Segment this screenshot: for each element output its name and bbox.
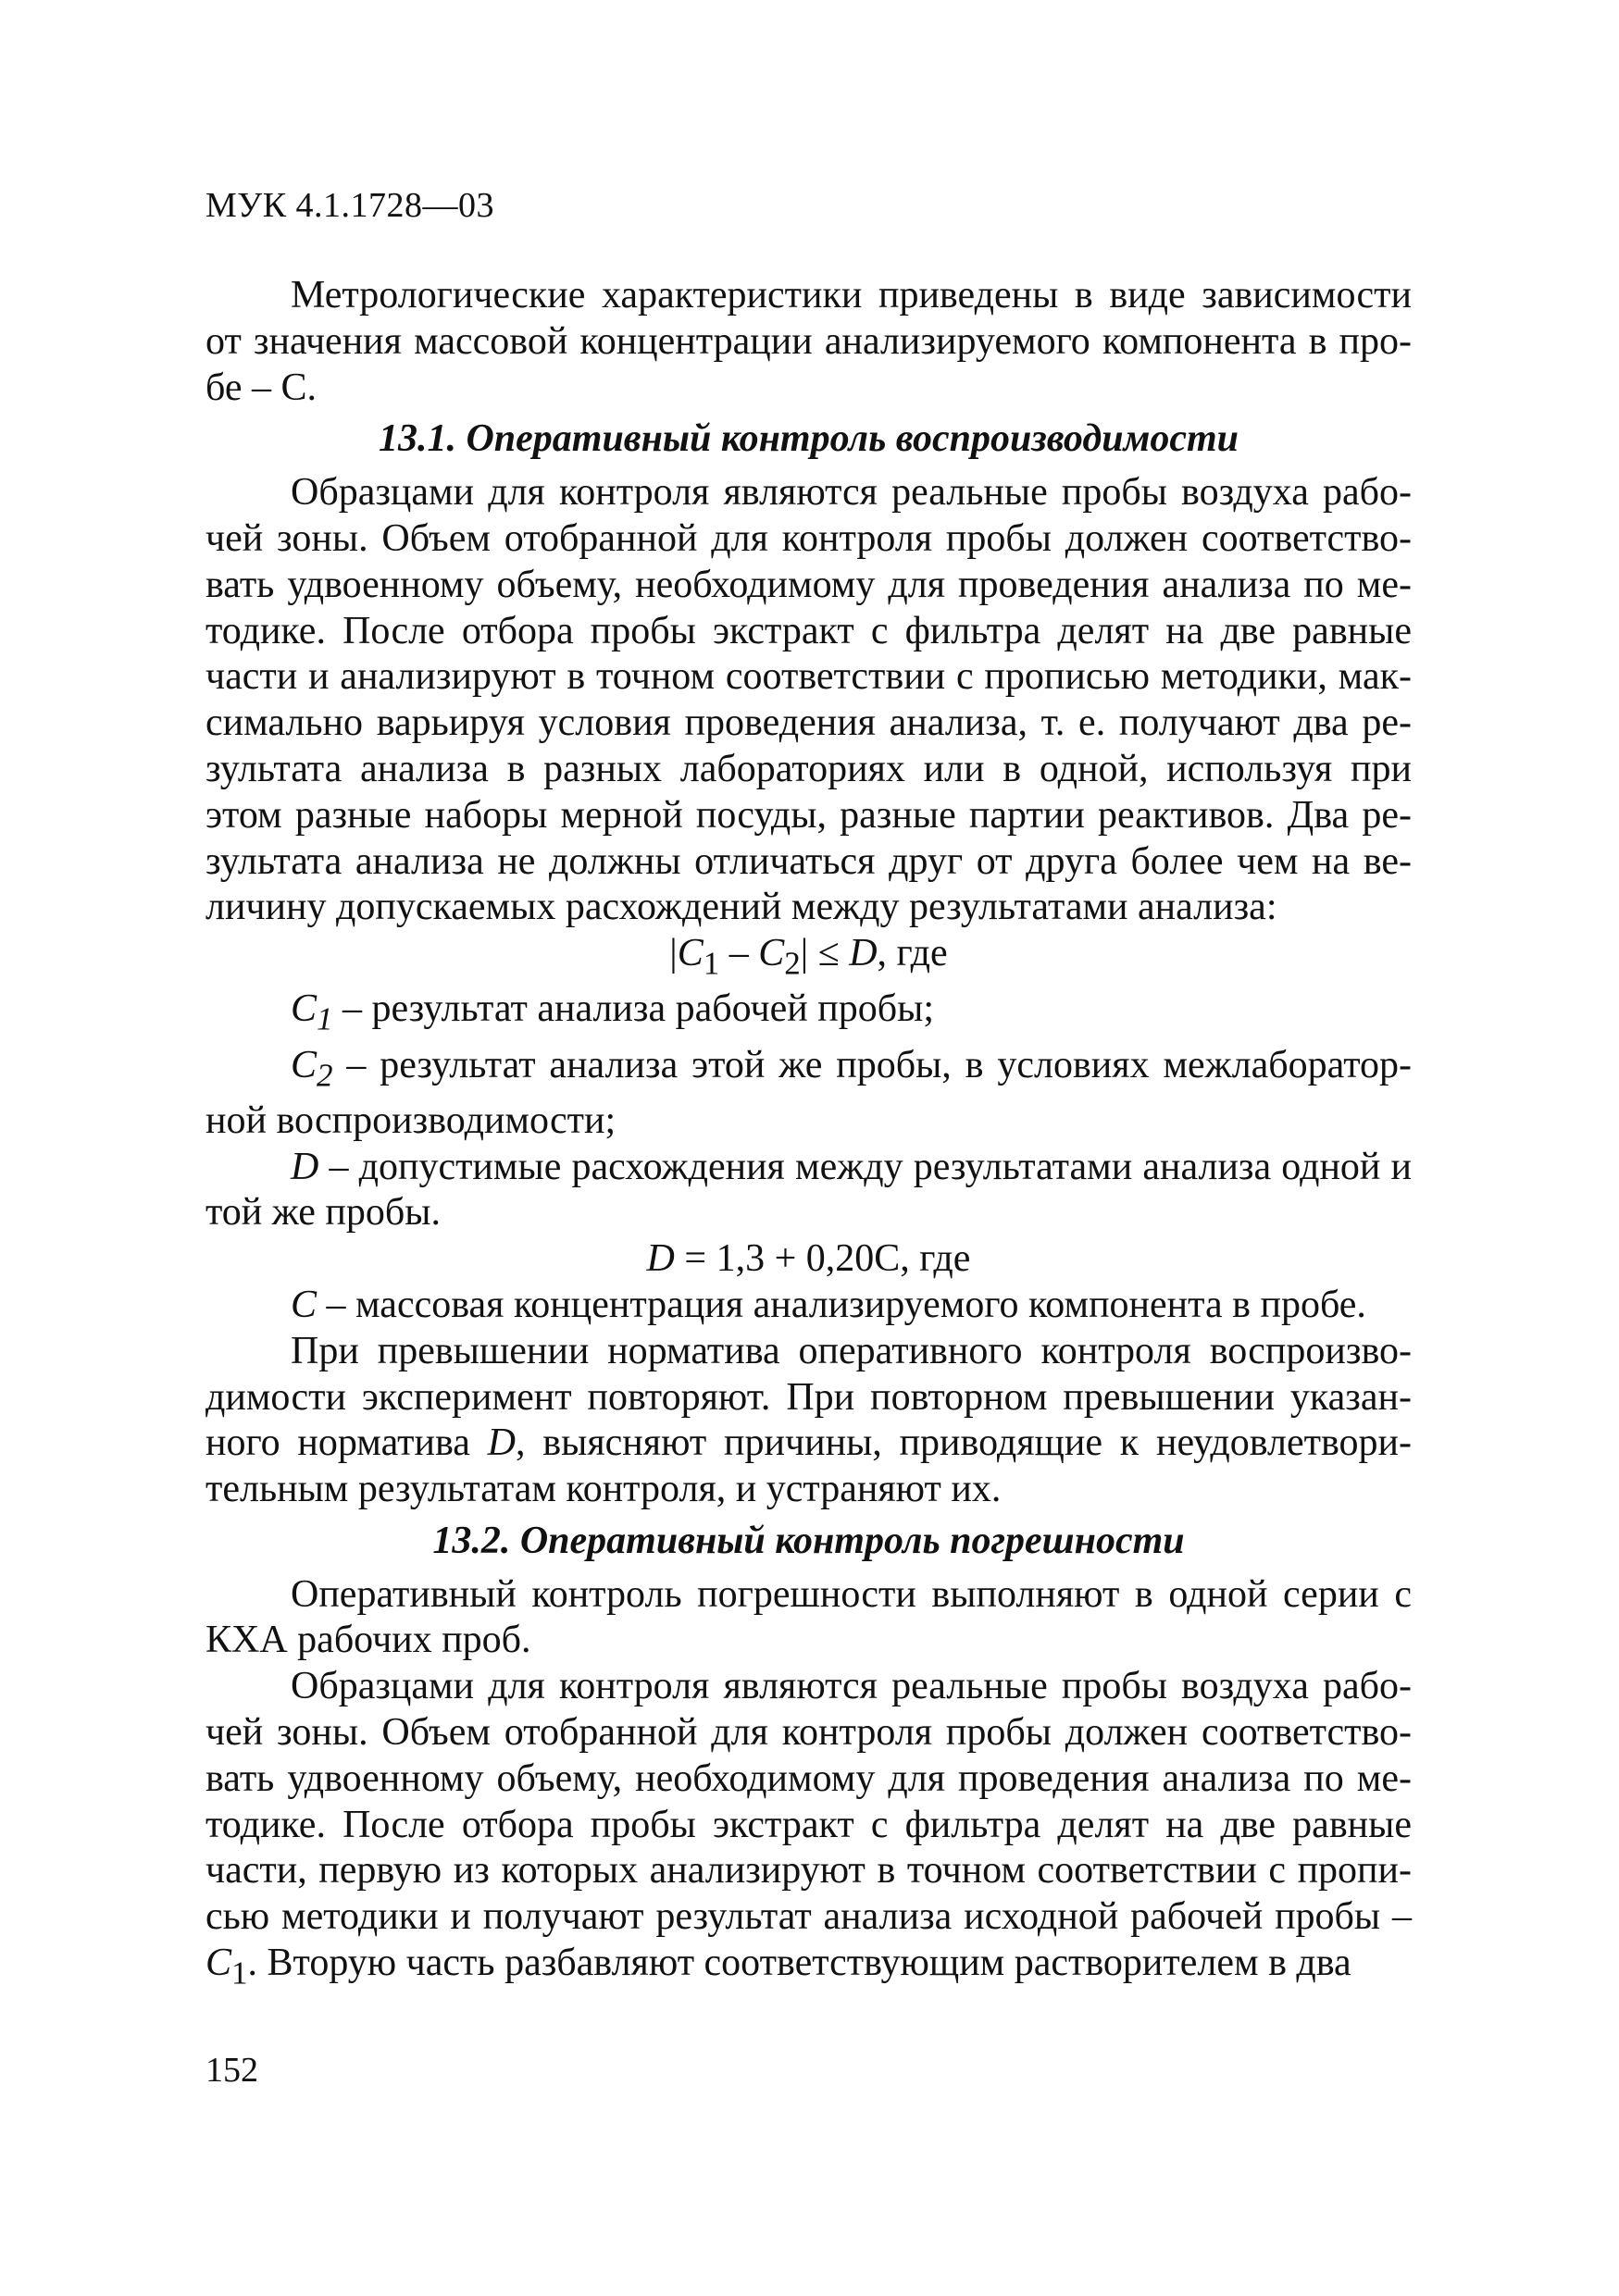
formula-d: D = 1,3 + 0,20С, где [646,1237,971,1281]
def-c2: $C_2$ – результат анализа этой же пробы, в условиях межлаборатор- ной воспроизводимости; [205,1043,1412,1142]
s1-paragraph-1: Образцами для контроля являются реальные пробы воздуха рабо- чей зоны. Объем отобранной для контроля пробы должен соответство- вать удвоенному объему, необходимому для проведения анализа по ме- тодике. После отбора пробы экстракт с фильтра делят на две равные части и анализируют в точном соответствии с прописью методики, мак- симально варьируя условия проведения анализа, т. е. получают два ре- зультата анализа в разных лабораториях или в одной, используя при этом разные наборы мерной посуды, разные партии реактивов. Два ре- зультата анализа не должны отличаться друг от друга более чем на ве- личину допускаемых расхождений между результатами анализа: [205,471,1412,929]
document-header: МУК 4.1.1728—03 [205,186,495,225]
def-c1: $C_1$ – результат анализа рабочей пробы; [291,987,935,1037]
s2-paragraph-1: Оперативный контроль погрешности выполняют в одной серии с КХА рабочих проб. [205,1572,1412,1662]
formula-reproducibility: $|C_1 - C_2| \le D$, где [669,932,948,982]
s2-paragraph-2: Образцами для контроля являются реальные пробы воздуха рабо- чей зоны. Объем отобранной для контроля пробы должен соответство- вать удвоенному объему, необходимому для проведения анализа по ме- тодике. После отбора пробы экстракт с фильтра делят на две равные части, первую из которых анализируют в точном соответствии с пропи- сью методики и получают результат анализа исходной рабочей пробы – $C_1$. Вторую часть разбавляют соответствующим растворителем в два [205,1665,1412,1992]
def-d: D – допустимые расхождения между результатами анализа одной и той же пробы. [205,1145,1412,1235]
page-number: 152 [205,2051,258,2090]
section-13-2-heading: 13.2. Оперативный контроль погрешности [432,1519,1185,1562]
s1-paragraph-2: При превышении норматива оперативного контроля воспроизво- димости эксперимент повторяют. При повторном превышении указан- ного норматива D, выясняют причины, приводящие к неудовлетвори- тельным результатам контроля, и устраняют их. [205,1329,1412,1511]
def-c: C – массовая концентрация анализируемого компонента в пробе. [291,1283,1366,1326]
intro-paragraph: Метрологические характеристики приведены в виде зависимости от значения массовой концентрации анализируемого компонента в про- бе – С. [205,274,1412,409]
page-content [205,273,1412,1996]
section-13-1-heading: 13.1. Оперативный контроль воспроизводимости [378,417,1239,461]
